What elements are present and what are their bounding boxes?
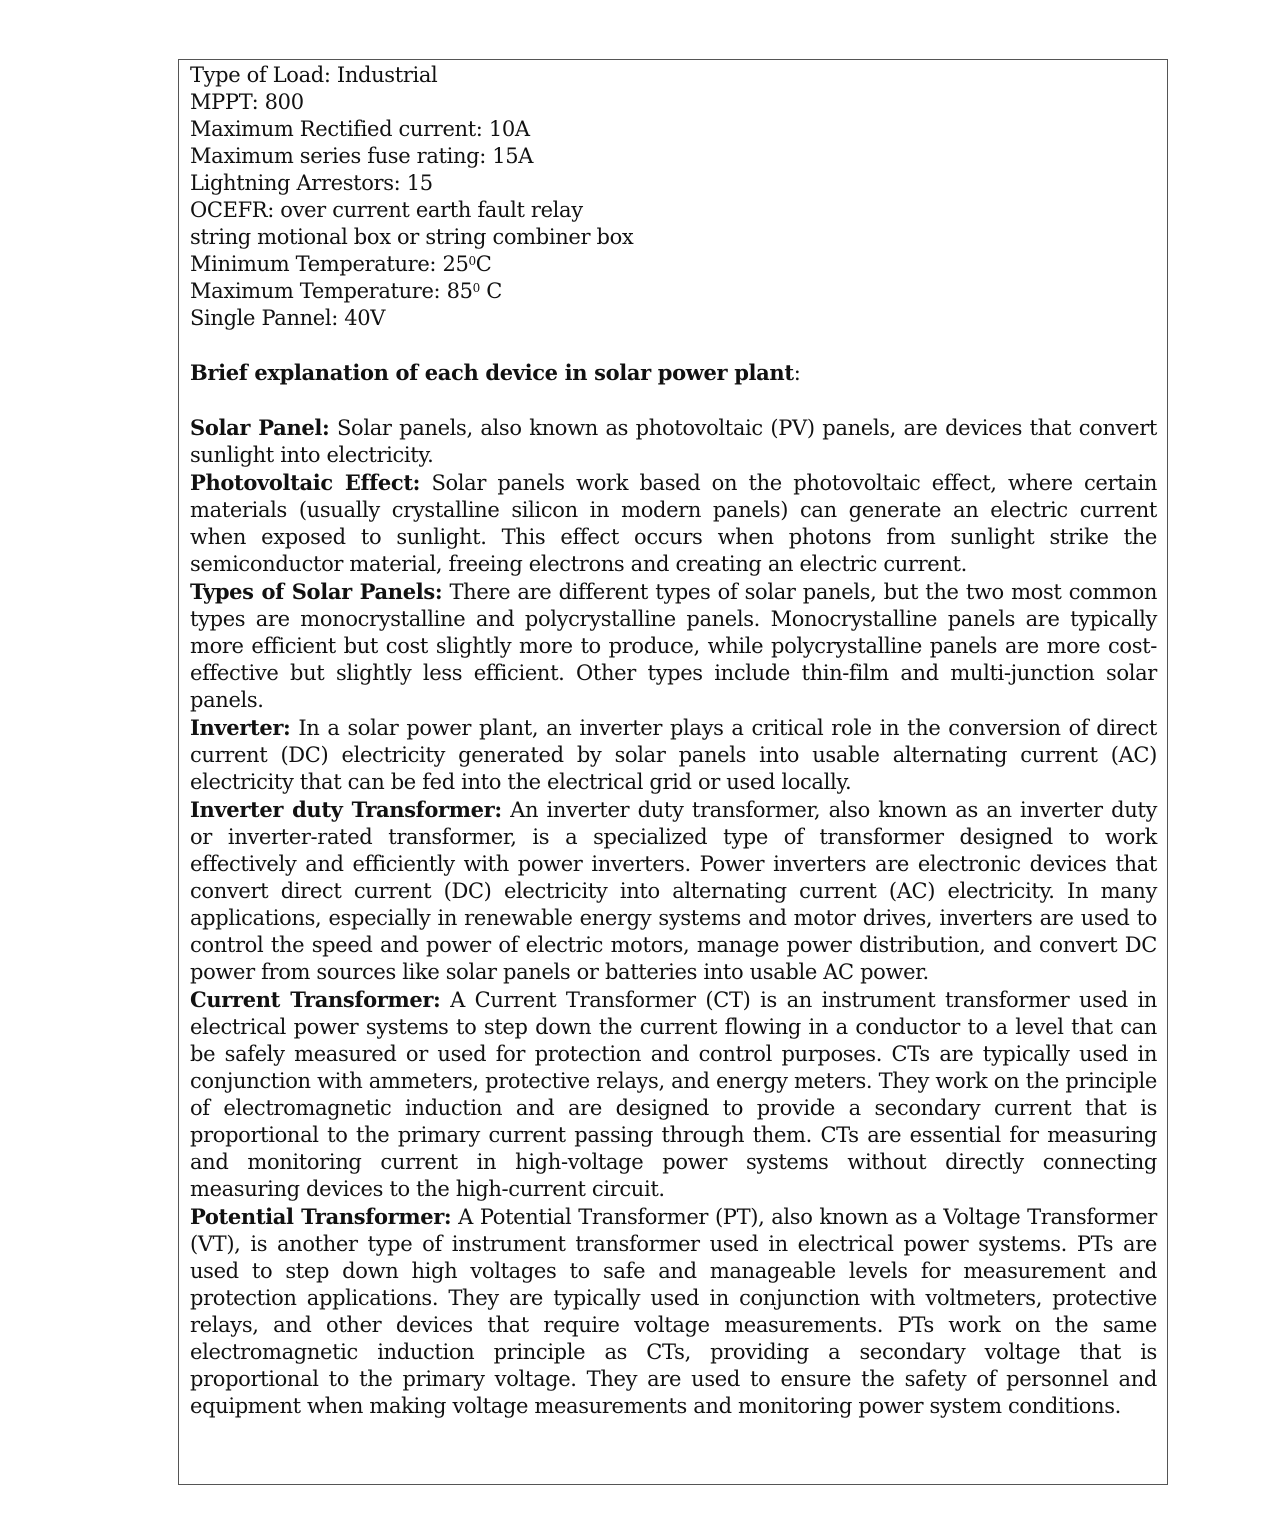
spec-lightning-arrestors: Lightning Arrestors: 15 bbox=[190, 171, 433, 195]
min-temp-prefix: Minimum Temperature: 25 bbox=[190, 252, 469, 276]
device-inverter-duty-transformer bbox=[190, 796, 1157, 986]
spec-string-box: string motional box or string combiner box bbox=[190, 225, 634, 249]
device-types-of-solar-panels bbox=[190, 578, 1157, 714]
document-content bbox=[190, 62, 1157, 1420]
min-temp-degree: 0 bbox=[468, 254, 476, 268]
device-current-transformer bbox=[190, 986, 1157, 1203]
spacer bbox=[190, 387, 1157, 414]
spec-mppt: MPPT: 800 bbox=[190, 90, 304, 114]
document-frame bbox=[178, 59, 1168, 1485]
spec-load-type: Type of Load: Industrial bbox=[190, 63, 438, 87]
section-heading-colon: : bbox=[793, 361, 801, 385]
min-temp-suffix: C bbox=[475, 252, 492, 276]
device-inverter bbox=[190, 714, 1157, 796]
spec-ocefr: OCEFR: over current earth fault relay bbox=[190, 198, 583, 222]
device-term: Types of Solar Panels: bbox=[190, 579, 443, 604]
max-temp-degree: 0 bbox=[472, 281, 480, 295]
max-temp-prefix: Maximum Temperature: 85 bbox=[190, 279, 473, 303]
device-description: There are different types of solar panels, but the two most common types are monocrystalline and polycrystalline panels. Monocrystalline panels are typically more efficient but cost slightly more to produce, while polycrystalline panels are more cost-effective but slightly less efficient. Other types include thin-film and multi-junction solar panels. bbox=[190, 580, 1157, 712]
spec-max-temperature bbox=[190, 278, 1157, 305]
device-description: Solar panels, also known as photovoltaic (PV) panels, are devices that convert sunlight into electricity. bbox=[190, 416, 1157, 467]
max-temp-suffix: C bbox=[479, 279, 502, 303]
spec-max-rectified-current: Maximum Rectified current: 10A bbox=[190, 117, 530, 141]
device-term: Potential Transformer: bbox=[190, 1204, 452, 1229]
section-heading bbox=[190, 359, 1157, 387]
spec-min-temperature bbox=[190, 251, 1157, 278]
device-photovoltaic-effect bbox=[190, 469, 1157, 578]
device-description: Solar panels work based on the photovoltaic effect, where certain materials (usually crystalline silicon in modern panels) can generate an electric current when exposed to sunlight. This effect occurs when photons from sunlight strike the semiconductor material, freeing electrons and creating an electric current. bbox=[190, 471, 1158, 576]
spec-single-panel: Single Pannel: 40V bbox=[190, 306, 386, 330]
device-term: Photovoltaic Effect: bbox=[190, 470, 421, 495]
device-term: Inverter duty Transformer: bbox=[190, 797, 502, 822]
device-potential-transformer bbox=[190, 1203, 1157, 1420]
device-description: An inverter duty transformer, also known as an inverter duty or inverter-rated transformer, is a specialized type of transformer designed to work effectively and efficiently with power inverters. Power inverters are electronic devices that convert direct current (DC) electricity into alternating current (AC) electricity. In many applications, especially in renewable energy systems and motor drives, inverters are used to control the speed and power of electric motors, manage power distribution, and convert DC power from sources like solar panels or batteries into usable AC power. bbox=[190, 798, 1157, 984]
section-heading-bold: Brief explanation of each device in solar power plant bbox=[190, 360, 794, 385]
device-description: In a solar power plant, an inverter plays a critical role in the conversion of direct current (DC) electricity generated by solar panels into usable alternating current (AC) electricity that can be fed into the electrical grid or used locally. bbox=[190, 716, 1157, 794]
device-term: Current Transformer: bbox=[190, 987, 441, 1012]
device-term: Solar Panel: bbox=[190, 415, 330, 440]
spacer bbox=[190, 332, 1157, 359]
device-description: A Potential Transformer (PT), also known as a Voltage Transformer (VT), is another type of instrument transformer used in electrical power systems. PTs are used to step down high voltages to safe and manageable levels for measurement and protection applications. They are typically used in conjunction with voltmeters, protective relays, and other devices that require voltage measurements. PTs work on the same electromagnetic induction principle as CTs, providing a secondary voltage that is proportional to the primary voltage. They are used to ensure the safety of personnel and equipment when making voltage measurements and monitoring power system conditions. bbox=[190, 1205, 1157, 1418]
device-description: A Current Transformer (CT) is an instrument transformer used in electrical power systems to step down the current flowing in a conductor to a level that can be safely measured or used for protection and control purposes. CTs are typically used in conjunction with ammeters, protective relays, and energy meters. They work on the principle of electromagnetic induction and are designed to provide a secondary current that is proportional to the primary current passing through them. CTs are essential for measuring and monitoring current in high-voltage power systems without directly connecting measuring devices to the high-current circuit. bbox=[190, 988, 1157, 1201]
spec-max-series-fuse: Maximum series fuse rating: 15A bbox=[190, 144, 534, 168]
device-solar-panel bbox=[190, 414, 1157, 469]
device-term: Inverter: bbox=[190, 715, 291, 740]
